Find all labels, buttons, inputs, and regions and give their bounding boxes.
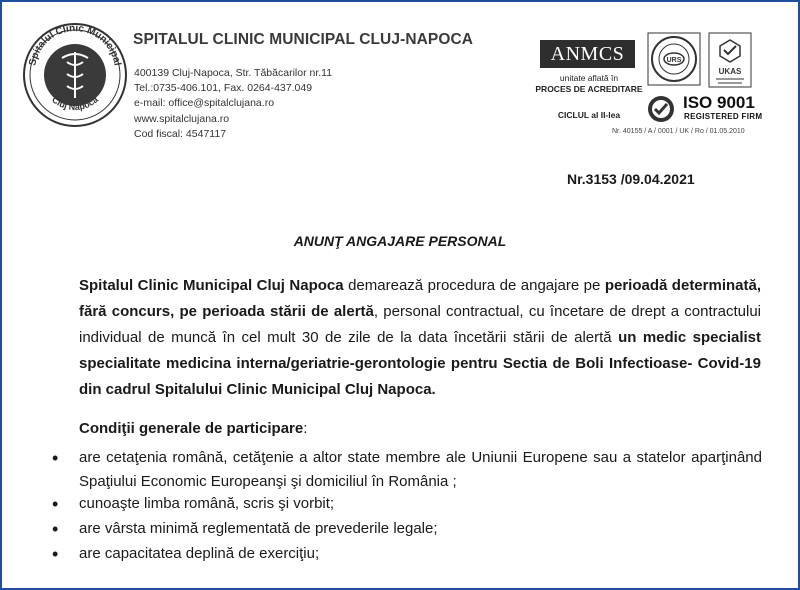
cert-number: Nr. 40155 / A / 0001 / UK / Ro / 01.05.2010 <box>612 128 745 135</box>
main-paragraph <box>79 273 761 403</box>
paragraph-hospital: Spitalul Clinic Municipal Cluj Napoca <box>79 277 344 294</box>
conditions-heading <box>79 420 307 437</box>
hospital-name: SPITALUL CLINIC MUNICIPAL CLUJ-NAPOCA <box>133 31 474 48</box>
check-icon <box>724 46 736 54</box>
document-number: Nr.3153 /09.04.2021 <box>567 171 695 187</box>
iso-subtitle: REGISTERED FIRM <box>684 112 763 121</box>
accreditation-line1: unitate aflată în <box>559 73 619 83</box>
fiscal-code: Cod fiscal: 4547117 <box>134 127 227 140</box>
conditions-list <box>52 446 762 567</box>
condition-text: cunoaşte limba română, scris şi vorbit; <box>79 495 335 512</box>
hospital-seal <box>22 22 128 128</box>
list-item <box>52 446 762 492</box>
urs-label: URS <box>666 57 682 64</box>
accreditation-text <box>530 73 648 95</box>
list-item <box>52 542 762 567</box>
seal-ring-text: Spitalul Clinic Municipal <box>27 23 123 67</box>
bullet-icon: • <box>52 448 59 468</box>
condition-text: are vârsta minimă reglementată de prevederile legale; <box>79 520 438 537</box>
conditions-title: Condiţii generale de participare <box>79 420 304 437</box>
condition-text: are capacitatea deplină de exerciţiu; <box>79 545 320 562</box>
iso-check-icon <box>646 94 676 124</box>
contact-block <box>134 66 332 142</box>
accreditation-cycle: CICLUL al II-lea <box>557 110 621 120</box>
paragraph-text-1: demarează procedura de angajare pe <box>343 277 605 294</box>
list-item <box>52 517 762 542</box>
bullet-icon: • <box>52 544 59 564</box>
iso-title: ISO 9001 <box>683 93 755 112</box>
paragraph-period: perioadă determinată, fără concurs, pe perioada stării de alertă <box>79 277 762 320</box>
bullet-icon: • <box>52 494 59 514</box>
paragraph-position: un medic specialist specialitate medicina interna/geriatrie-gerontologie pentru Sectia de Boli Infectioase- Covid-19 din cadrul Spitalului Clinic Municipal Cluj Napoca. <box>79 329 761 398</box>
anmcs-logo: ANMCS <box>540 40 635 68</box>
accreditation-line2: PROCES DE ACREDITARE <box>535 84 643 94</box>
paragraph-text-2: , personal contractual, cu încetare de drept a contractului individual de muncă în cel mult 30 de zile de la data încetării stării de alertă <box>79 303 761 346</box>
address: 400139 Cluj-Napoca, Str. Tăbăcarilor nr.11 <box>134 67 333 79</box>
seal-bottom-text: Cluj Napoca <box>50 94 100 113</box>
ukas-label: UKAS <box>718 67 742 76</box>
phone: Tel.:0735-406.101, Fax. 0264-437.049 <box>134 82 313 95</box>
ukas-logo <box>708 32 752 88</box>
email: e-mail: office@spitalclujana.ro <box>134 97 275 110</box>
conditions-colon: : <box>303 420 308 437</box>
list-item <box>52 492 762 517</box>
website: www.spitalclujana.ro <box>134 112 230 125</box>
certification-seal-icon <box>647 32 701 86</box>
announcement-title: ANUNŢ ANGAJARE PERSONAL <box>293 233 507 249</box>
condition-text: are cetaţenia română, cetăţenie a altor state membre ale Uniunii Europene sau a statelor aparţinând Spaţiului Economic Europeanşi şi domiciliul în România ; <box>79 449 762 490</box>
bullet-icon: • <box>52 519 59 539</box>
